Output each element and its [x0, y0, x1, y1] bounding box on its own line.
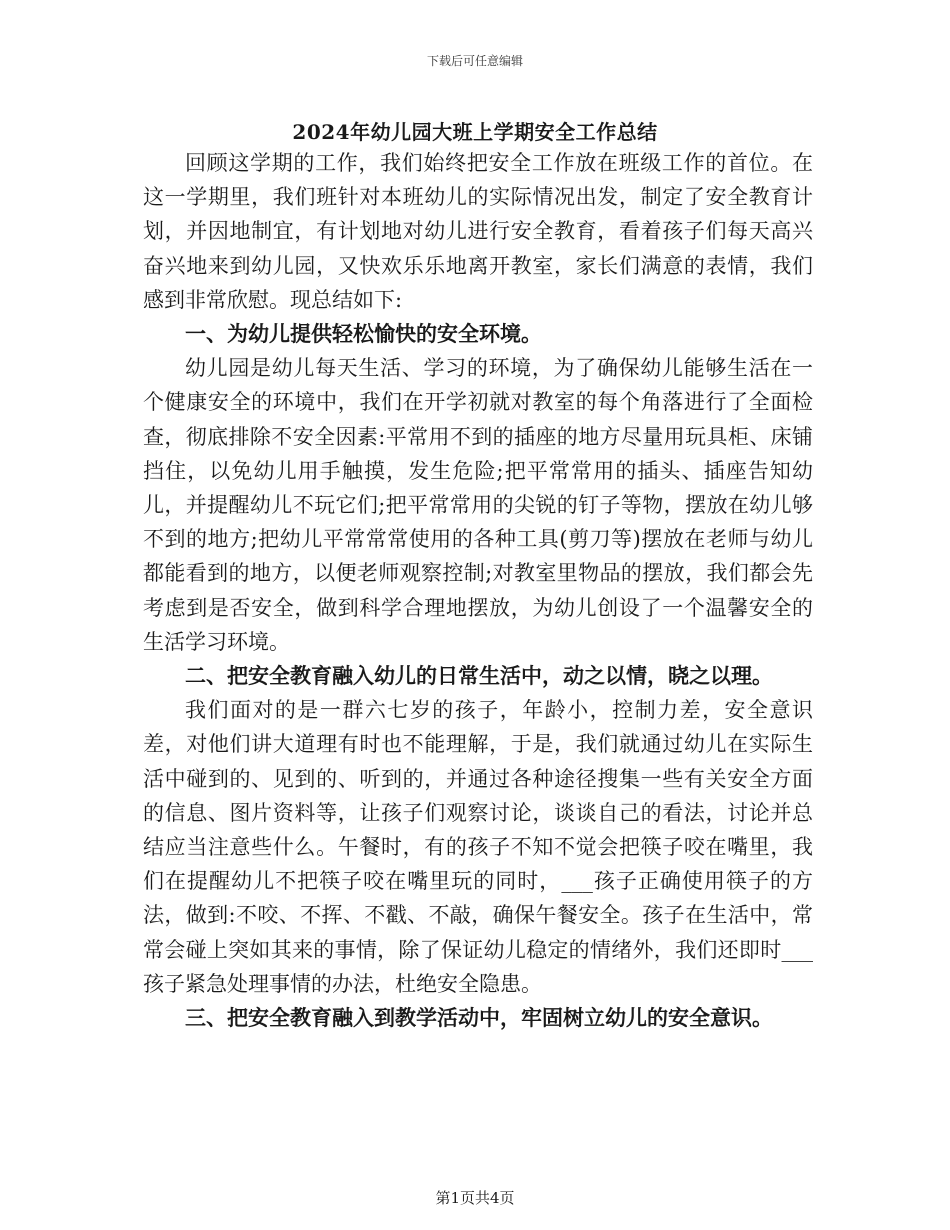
section-heading-1: 一、为幼儿提供轻松愉快的安全环境。 [185, 321, 542, 347]
section-2-paragraph: 我们面对的是一群六七岁的孩子，年龄小，控制力差，安全意识差，对他们讲大道理有时也不能理解，于是，我们就通过幼儿在实际生活中碰到的、见到的、听到的，并通过各种途径搜集一些有关安全方面的信息、图片资料等，让孩子们观察讨论，谈谈自己的看法，讨论并总结应当注意些什么。午餐时，有的孩子不知不觉会把筷子咬在嘴里，我们在提醒幼儿不把筷子咬在嘴里玩的同时，___孩子正确使用筷子的方法，做到:不咬、不挥、不戳、不敲，确保午餐安全。孩子在生活中，常常会碰上突如其来的事情，除了保证幼儿稳定的情绪外，我们还即时___孩子紧急处理事情的办法，杜绝安全隐患。 [143, 698, 813, 996]
page-number-footer: 第1页共4页 [435, 1189, 515, 1207]
intro-paragraph: 回顾这学期的工作，我们始终把安全工作放在班级工作的首位。在这一学期里，我们班针对本班幼儿的实际情况出发，制定了安全教育计划，并因地制宜，有计划地对幼儿进行安全教育，看着孩子们每天高兴奋兴地来到幼儿园，又快欢乐乐地离开教室，家长们满意的表情，我们感到非常欣慰。现总结如下: [143, 151, 813, 312]
document-body [143, 146, 813, 1035]
section-heading-2: 二、把安全教育融入幼儿的日常生活中，动之以情，晓之以理。 [185, 663, 773, 689]
header-note: 下载后可任意编辑 [426, 54, 523, 68]
section-1-paragraph: 幼儿园是幼儿每天生活、学习的环境，为了确保幼儿能够生活在一个健康安全的环境中，我们在开学初就对教室的每个角落进行了全面检查，彻底排除不安全因素:平常用不到的插座的地方尽量用玩具柜、床铺挡住，以免幼儿用手触摸，发生危险;把平常常用的插头、插座告知幼儿，并提醒幼儿不玩它们;把平常常用的尖锐的钉子等物，摆放在幼儿够不到的地方;把幼儿平常常常使用的各种工具(剪刀等)摆放在老师与幼儿都能看到的地方，以便老师观察控制;对教室里物品的摆放，我们都会先考虑到是否安全，做到科学合理地摆放，为幼儿创设了一个温馨安全的生活学习环境。 [143, 356, 813, 654]
document-title: 2024年幼儿园大班上学期安全工作总结 [292, 120, 658, 144]
section-heading-3: 三、把安全教育融入到教学活动中，牢固树立幼儿的安全意识。 [185, 1005, 773, 1031]
